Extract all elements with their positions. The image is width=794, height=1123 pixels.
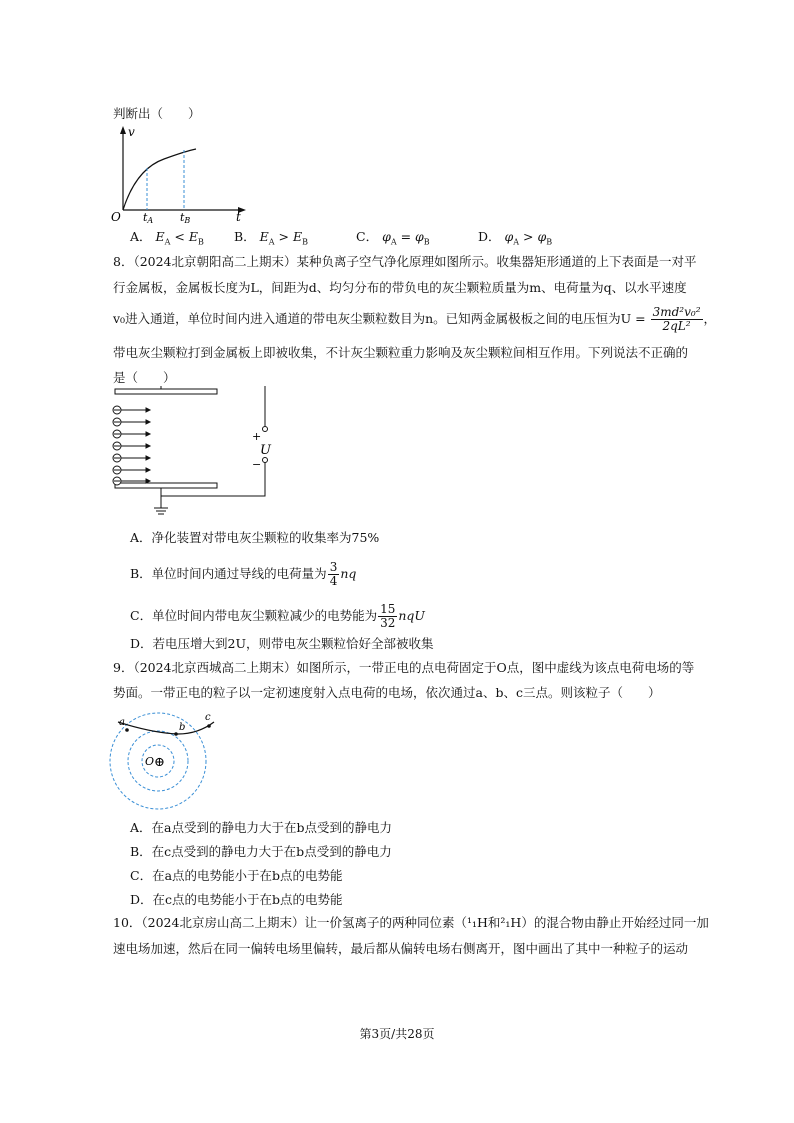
point-c-label: c	[205, 712, 211, 723]
q8-line1: 8．（2024北京朝阳高二上期末）某种负离子空气净化原理如图所示。收集器矩形通道的上下表面是一对平	[113, 254, 697, 269]
q10-line1: 10．（2024北京房山高二上期末）让一价氢离子的两种同位素（¹₁H和²₁H）的混合物由静止开始经过同一加	[113, 915, 709, 930]
q8-collector-diagram	[106, 386, 286, 526]
q9-option-a[interactable]: A．在a点受到的静电力大于在b点受到的静电力	[130, 820, 392, 835]
point-o-label: O	[145, 755, 155, 768]
q9-option-b[interactable]: B．在c点受到的静电力大于在b点受到的静电力	[130, 844, 392, 859]
vt-curve	[123, 149, 196, 210]
tB-label: tB	[180, 211, 191, 224]
positive-charge-icon: ⊕	[154, 755, 165, 770]
top-plate	[115, 389, 217, 394]
svg-text:+: +	[252, 430, 262, 443]
q7-option-c[interactable]: C． $\varphi_A = \varphi_B$	[356, 229, 430, 247]
q9-option-c[interactable]: C．在a点的电势能小于在b点的电势能	[130, 868, 343, 883]
q9-equipotential-diagram	[108, 706, 228, 811]
q7-tail: 判断出（ ）	[113, 106, 201, 121]
origin-label: O	[111, 210, 121, 224]
point-a-label: a	[119, 717, 125, 728]
page-footer: 第3页/共28页	[359, 1027, 435, 1041]
q9-line2: 势面。一带正电的粒子以一定初速度射入点电荷的电场，依次通过a、b、c三点。则该粒子（ ）	[113, 685, 661, 700]
particle-trajectory	[118, 722, 214, 734]
q8-line2: 行金属板，金属板长度为L，间距为d、均匀分布的带负电的灰尘颗粒质量为m、电荷量为q、以水平速度	[113, 280, 687, 295]
q8-line5: 是（ ）	[113, 370, 176, 385]
t-axis-label: t	[236, 210, 241, 224]
q9-option-d[interactable]: D．在c点的电势能小于在b点的电势能	[130, 892, 343, 907]
tA-label: tA	[143, 211, 154, 224]
dust-particles	[113, 406, 150, 485]
svg-text:−: −	[252, 458, 262, 471]
v-axis-label: v	[128, 125, 135, 139]
bottom-plate	[115, 483, 217, 488]
q10-line2: 速电场加速，然后在同一偏转电场里偏转，最后都从偏转电场右侧离开，图中画出了其中一种粒子的运动	[113, 941, 689, 956]
voltage-label: U	[260, 443, 271, 458]
q8-option-a[interactable]: A．净化装置对带电灰尘颗粒的收集率为75%	[130, 530, 380, 545]
q8-option-d[interactable]: D．若电压增大到2U，则带电灰尘颗粒恰好全部被收集	[130, 636, 434, 651]
q9-line1: 9．（2024北京西城高二上期末）如图所示，一带正电的点电荷固定于O点，图中虚线为该点电荷电场的等	[113, 660, 695, 675]
q7-vt-graph	[106, 124, 252, 224]
q7-option-d[interactable]: D． $\varphi_A > \varphi_B$	[478, 229, 553, 247]
q8-line3: v₀进入通道，单位时间内进入通道的带电灰尘颗粒数目为n。已知两金属极板之间的电压恒为U = $\frac{\text{3md²v₀²}}{\text{2qL²}}$ ，	[113, 305, 717, 333]
q8-option-c[interactable]: C．单位时间内带电灰尘颗粒减少的电势能为 $\frac{15}{32}$ nqU	[130, 602, 425, 630]
q7-option-b[interactable]: B． $E_A > E_B$	[234, 229, 309, 247]
q7-option-a[interactable]: A． $E_A < E_B$	[130, 229, 204, 247]
q8-voltage-formula: $\frac{\text{3md²v₀²}}{\text{2qL²}}$	[652, 305, 701, 333]
q8-line4: 带电灰尘颗粒打到金属板上即被收集，不计灰尘颗粒重力影响及灰尘颗粒间相互作用。下列说法不正确的	[113, 345, 689, 360]
q8-option-b[interactable]: B．单位时间内通过导线的电荷量为 $\frac{3}{4}$ nq	[130, 560, 357, 588]
point-b-label: b	[179, 722, 186, 733]
